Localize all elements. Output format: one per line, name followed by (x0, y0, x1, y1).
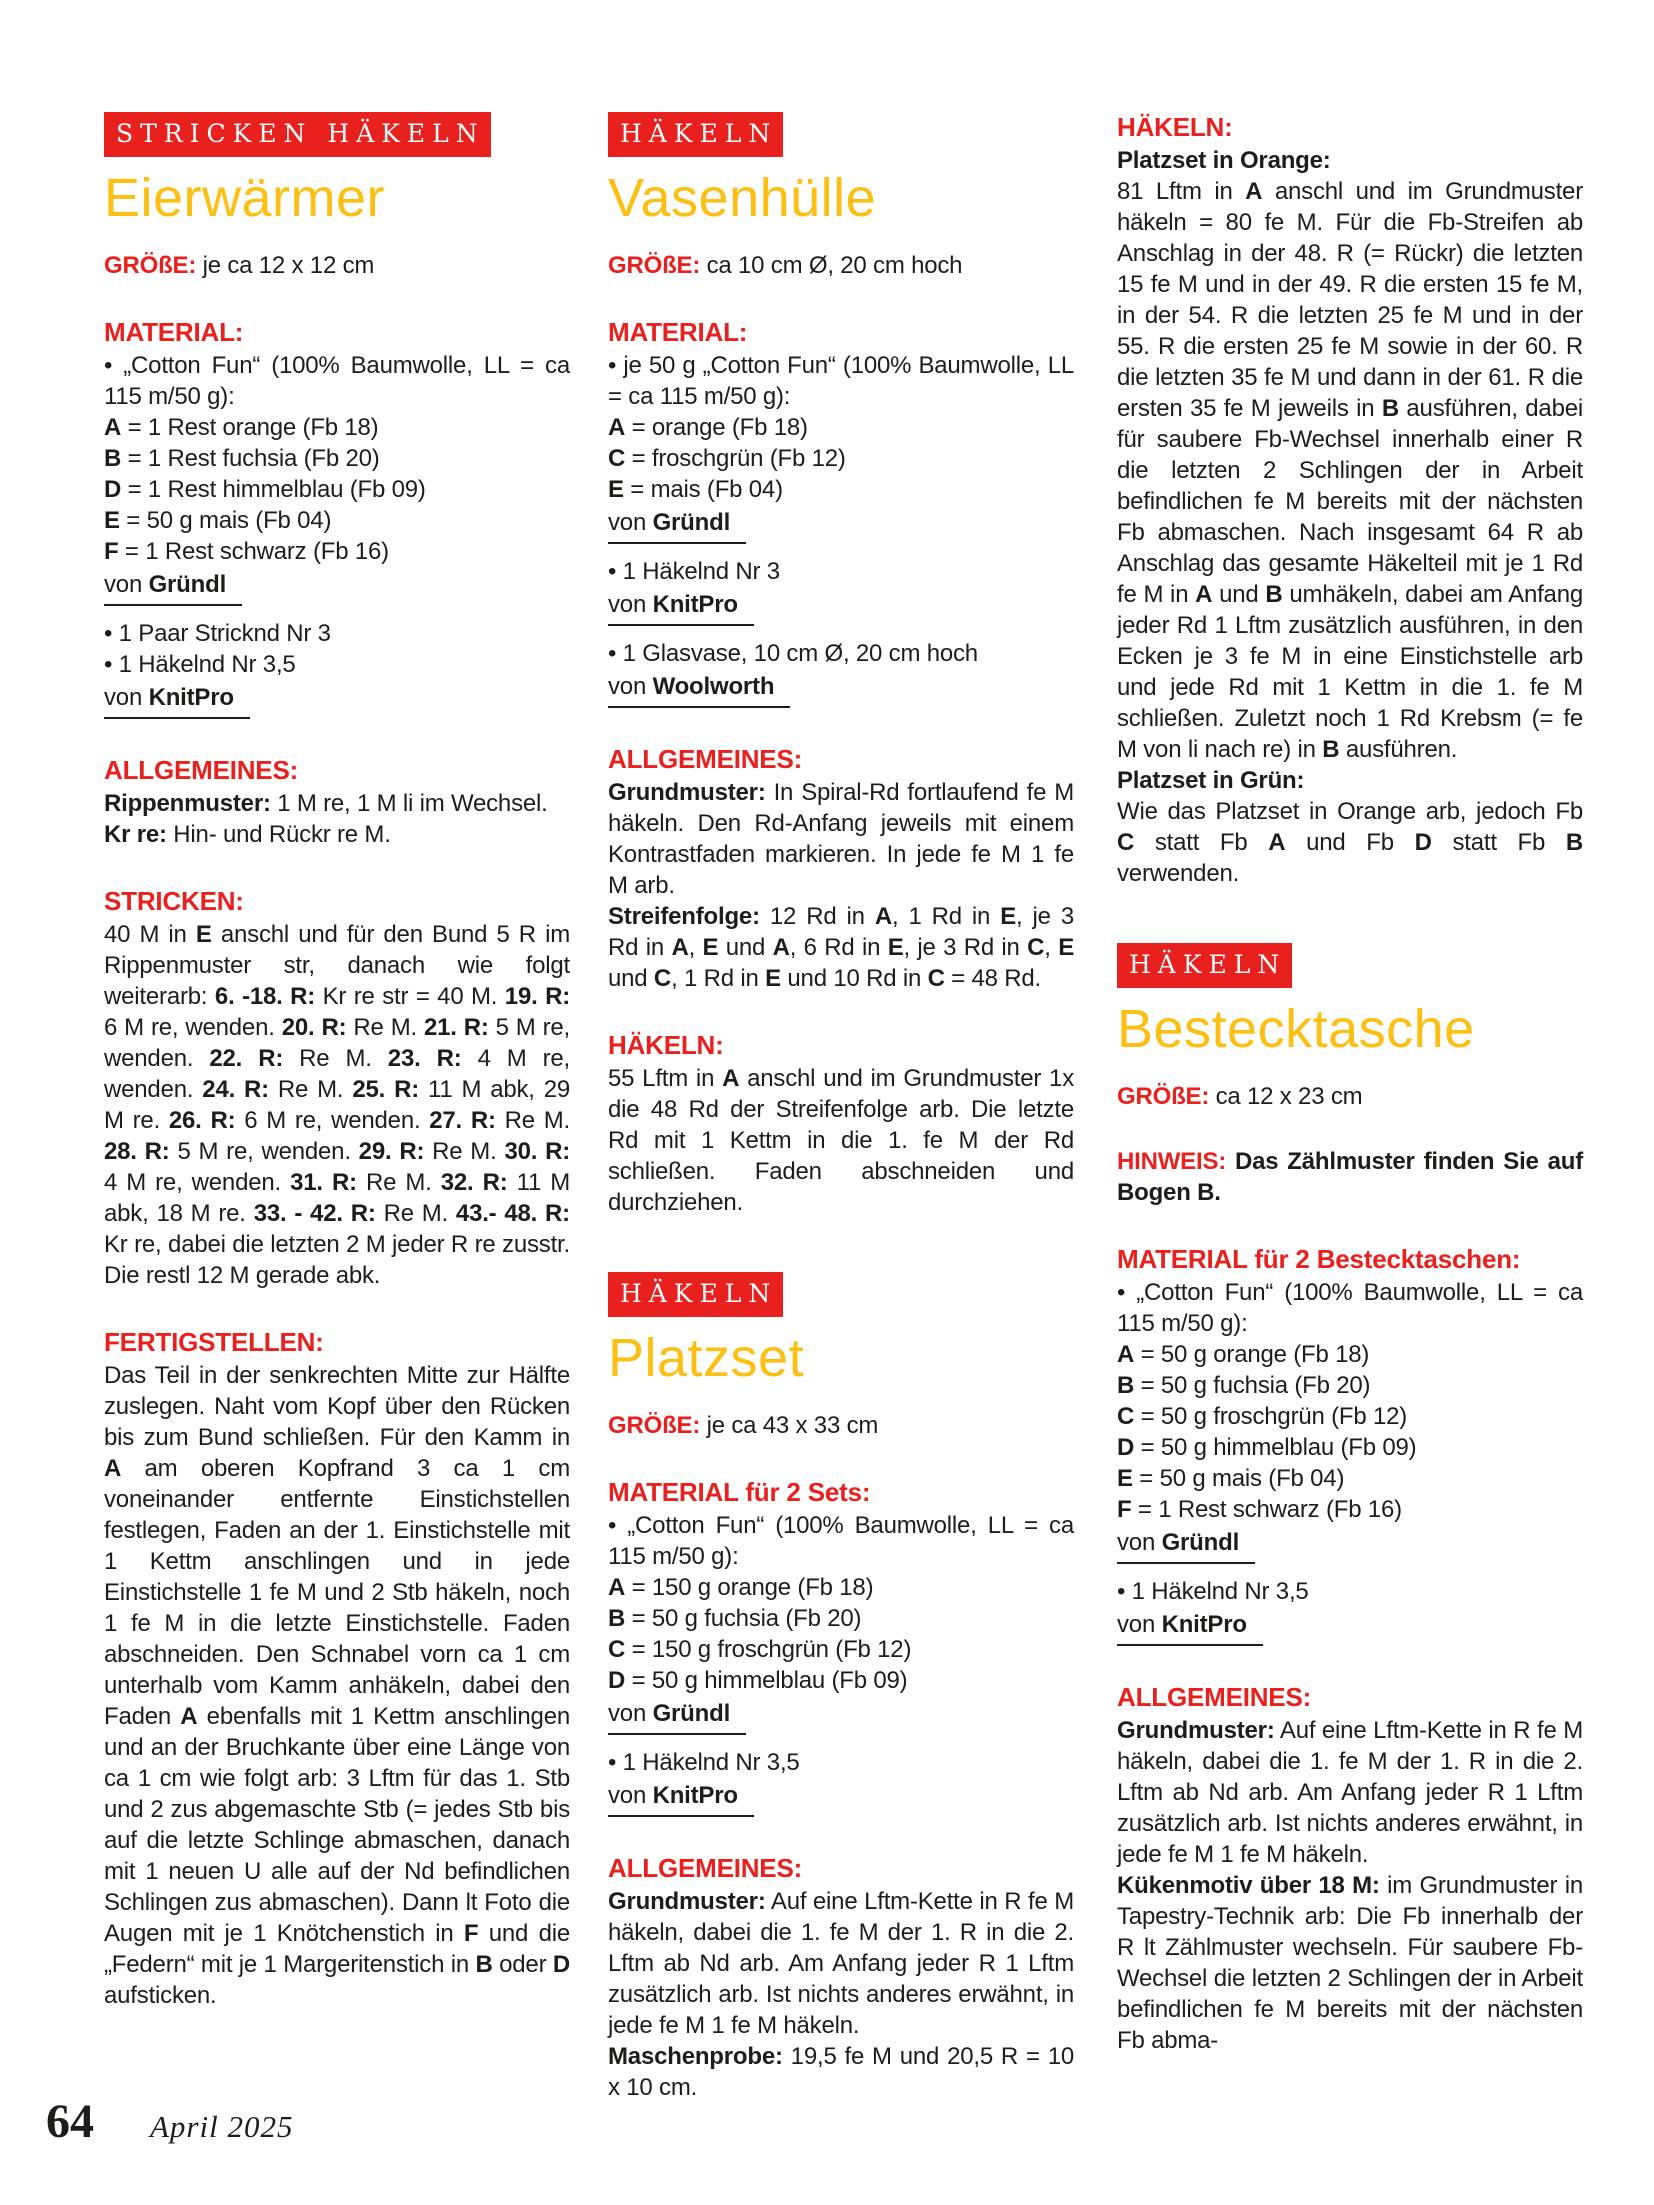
brand-line (1117, 1527, 1583, 1564)
section-badge: HÄKELN (608, 1272, 783, 1317)
bullet-item: • 1 Glasvase, 10 cm Ø, 20 cm hoch (608, 640, 978, 668)
body-paragraph: 40 M in E anschl und für den Bund 5 R im Rippenmuster str, danach wie folgt weiterarb: 6. -18. R: Kr re str = 40 M. 19. R: 6 M re, wenden. 20. R: Re M. 21. R: 5 M re, wenden. 22. R: Re M. 23. R: 4 M re, wenden. 24. R: Re M. 25. R: 11 M abk, 29 M re. 26. R: 6 M re, wenden. 27. R: Re M. 28. R: 5 M re, wenden. 29. R: Re M. 30. R: 4 M re, wenden. 31. R: Re M. 32. R: 11 M abk, 18 M re. 33. - 42. R: Re M. 43.- 48. R: Kr re, dabei die letzten 2 M jeder R re zusstr. Die restl 12 M gerade abk. (104, 921, 571, 1290)
body-paragraph: Grundmuster: Auf eine Lftm-Kette in R fe M häkeln, dabei die 1. fe M der 1. R in die 2. Lftm ab Nd arb. Am Anfang jeder R 1 Lftm zusätzlich arb. Ist nichts anderes erwähnt, in jede fe M 1 fe M häkeln. (608, 1888, 1074, 2040)
red-heading-material: MATERIAL: (104, 317, 244, 348)
size-line: GRÖßE: ca 10 cm Ø, 20 cm hoch (608, 252, 963, 280)
body-paragraph: Rippenmuster: 1 M re, 1 M li im Wechsel. (104, 790, 548, 818)
body-paragraph: Grundmuster: Auf eine Lftm-Kette in R fe M häkeln, dabei die 1. fe M der 1. R in die 2. Lftm ab Nd arb. Am Anfang jeder R 1 Lftm zusätzlich arb. Ist nichts anderes erwähnt, in jede fe M 1 fe M häkeln. (1117, 1717, 1583, 1869)
brand-line (104, 682, 570, 719)
body-paragraph: 81 Lftm in A anschl und im Grundmuster häkeln = 80 fe M. Für die Fb-Streifen ab Anschlag in der 48. R (= Rückr) die letzten 15 fe M und in der 49. R die ersten 15 fe M, in der 54. R die letzten 25 fe M und in der 55. R die ersten 25 fe M sowie in der 60. R die letzten 35 fe M und dann in der 61. R die ersten 35 fe M jeweils in B ausführen, dabei für saubere Fb-Wechsel innerhalb einer R die letzten 2 Schlingen der in Arbeit befindlichen fe M bereits mit der nächsten Fb abmaschen. Nach insgesamt 64 R ab Anschlag das gesamte Häkelteil mit je 1 Rd fe M in A und B umhäkeln, dabei am Anfang jeder Rd 1 Lftm zusätzlich ausführen, in den Ecken je 3 fe M in eine Einstichstelle arb und jede Rd mit 1 Kettm in die 1. fe M schließen. Zuletzt noch 1 Rd Krebsm (= fe M von li nach re) in B ausführen. (1117, 178, 1584, 763)
note-paragraph: HINWEIS: Das Zählmuster finden Sie auf Bogen B. (1117, 1148, 1583, 1207)
brand-line (608, 1698, 1074, 1735)
article-title: Eierwärmer (104, 168, 386, 228)
brand-name: von Woolworth (608, 671, 790, 708)
brand-line (104, 569, 570, 606)
brand-line (608, 671, 1074, 708)
material-item: C = 150 g froschgrün (Fb 12) (608, 1636, 912, 1664)
material-item: B = 50 g fuchsia (Fb 20) (608, 1605, 862, 1633)
material-item: A = 50 g orange (Fb 18) (1117, 1341, 1370, 1369)
page-number: 64 (46, 2095, 94, 2148)
page-footer (46, 2094, 293, 2149)
bullet-item: • „Cotton Fun“ (100% Baumwolle, LL = ca 115 m/50 g): (608, 1512, 1074, 1571)
body-paragraph: Kr re: Hin- und Rückr re M. (104, 821, 391, 849)
body-paragraph: Maschenprobe: 19,5 fe M und 20,5 R = 10 x 10 cm. (608, 2043, 1074, 2102)
body-paragraph: Wie das Platzset in Orange arb, jedoch Fb C statt Fb A und Fb D statt Fb B verwenden. (1117, 798, 1583, 887)
body-paragraph: Streifenfolge: 12 Rd in A, 1 Rd in E, je 3 Rd in A, E und A, 6 Rd in E, je 3 Rd in C, E und C, 1 Rd in E und 10 Rd in C = 48 Rd. (608, 903, 1074, 993)
body-paragraph: 55 Lftm in A anschl und im Grundmuster 1x die 48 Rd der Streifenfolge arb. Die letzte Rd mit 1 Kettm in die 1. fe M der Rd schließen. Faden abschneiden und durchziehen. (608, 1065, 1075, 1217)
body-paragraph: Kükenmotiv über 18 M: im Grundmuster in Tapestry-Technik arb: Die Fb innerhalb der R lt Zählmuster wechseln. Für saubere Fb-Wechsel die letzten 2 Schlingen der in Arbeit befindlichen fe M bereits mit der nächsten Fb abma- (1117, 1872, 1583, 2055)
red-heading-material: MATERIAL für 2 Sets: (608, 1477, 871, 1508)
material-item: F = 1 Rest schwarz (Fb 16) (1117, 1496, 1402, 1524)
section-badge: HÄKELN (608, 112, 783, 157)
red-heading-fertigstellen: FERTIGSTELLEN: (104, 1327, 324, 1358)
material-item: A = 150 g orange (Fb 18) (608, 1574, 874, 1602)
material-item: C = froschgrün (Fb 12) (608, 445, 846, 473)
brand-name: von Gründl (608, 507, 746, 544)
brand-name: von Gründl (104, 569, 242, 606)
issue-date: April 2025 (150, 2109, 294, 2144)
bullet-item: • 1 Häkelnd Nr 3,5 (608, 1749, 800, 1777)
bullet-item: • „Cotton Fun“ (100% Baumwolle, LL = ca 115 m/50 g): (1117, 1279, 1583, 1338)
subheading: Platzset in Grün: (1117, 767, 1305, 794)
bullet-item: • 1 Häkelnd Nr 3,5 (104, 651, 296, 679)
section-badge: STRICKEN HÄKELN (104, 112, 491, 157)
red-heading-material: MATERIAL für 2 Bestecktaschen: (1117, 1244, 1521, 1275)
brand-line (608, 589, 1074, 626)
bullet-item: • 1 Häkelnd Nr 3,5 (1117, 1578, 1309, 1606)
brand-name: von KnitPro (608, 1780, 754, 1817)
body-paragraph: Grundmuster: In Spiral-Rd fortlaufend fe M häkeln. Den Rd-Anfang jeweils mit einem Kontrastfaden markieren. In jede fe M 1 fe M arb. (608, 779, 1074, 900)
red-heading-allgemeines: ALLGEMEINES: (608, 1853, 803, 1884)
red-heading-allgemeines: ALLGEMEINES: (104, 755, 299, 786)
red-heading-haekeln: HÄKELN: (1117, 112, 1233, 142)
material-item: C = 50 g froschgrün (Fb 12) (1117, 1403, 1408, 1431)
material-item: D = 50 g himmelblau (Fb 09) (608, 1667, 908, 1695)
bullet-item: • 1 Paar Stricknd Nr 3 (104, 620, 331, 648)
brand-name: von KnitPro (1117, 1609, 1263, 1646)
bullet-item: • „Cotton Fun“ (100% Baumwolle, LL = ca 115 m/50 g): (104, 352, 570, 411)
subheading: Platzset in Orange: (1117, 147, 1331, 174)
material-item: D = 50 g himmelblau (Fb 09) (1117, 1434, 1417, 1462)
red-heading-material: MATERIAL: (608, 317, 748, 348)
red-heading-allgemeines: ALLGEMEINES: (608, 744, 803, 775)
size-line: GRÖßE: je ca 12 x 12 cm (104, 252, 375, 280)
red-heading-allgemeines: ALLGEMEINES: (1117, 1682, 1312, 1713)
material-item: D = 1 Rest himmelblau (Fb 09) (104, 476, 426, 504)
brand-line (1117, 1609, 1583, 1646)
red-heading-stricken: STRICKEN: (104, 886, 244, 917)
size-line: GRÖßE: je ca 43 x 33 cm (608, 1412, 879, 1440)
material-item: F = 1 Rest schwarz (Fb 16) (104, 538, 389, 566)
brand-name: von Gründl (1117, 1527, 1255, 1564)
article-title: Bestecktasche (1117, 999, 1475, 1059)
brand-name: von KnitPro (104, 682, 250, 719)
section-badge: HÄKELN (1117, 943, 1292, 988)
material-item: B = 1 Rest fuchsia (Fb 20) (104, 445, 380, 473)
brand-name: von KnitPro (608, 589, 754, 626)
material-item: B = 50 g fuchsia (Fb 20) (1117, 1372, 1371, 1400)
material-item: E = 50 g mais (Fb 04) (104, 507, 332, 535)
red-heading-haekeln: HÄKELN: (608, 1030, 724, 1061)
brand-name: von Gründl (608, 1698, 746, 1735)
material-item: A = orange (Fb 18) (608, 414, 808, 442)
bullet-item: • je 50 g „Cotton Fun“ (100% Baumwolle, LL = ca 115 m/50 g): (608, 352, 1074, 411)
material-item: A = 1 Rest orange (Fb 18) (104, 414, 379, 442)
brand-line (608, 1780, 1074, 1817)
brand-line (608, 507, 1074, 544)
article-title: Platzset (608, 1328, 805, 1389)
column-middle (608, 112, 1074, 2103)
size-line: GRÖßE: ca 12 x 23 cm (1117, 1083, 1363, 1111)
column-right (1117, 112, 1583, 2056)
body-paragraph: Das Teil in der senkrechten Mitte zur Hälfte zuslegen. Naht vom Kopf über den Rücken bis zum Bund schließen. Für den Kamm in A am oberen Kopfrand 3 ca 1 cm voneinander entfernte Einstichstellen festlegen, Faden an der 1. Einstichstelle mit 1 Kettm anschlingen und in jede Einstichstelle 1 fe M und 2 Stb häkeln, noch 1 fe M in die letzte Einstichstelle. Faden abschneiden. Den Schnabel vorn ca 1 cm unterhalb vom Kamm anhäkeln, dabei den Faden A ebenfalls mit 1 Kettm anschlingen und an der Bruchkante über eine Länge von ca 1 cm wie folgt arb: 3 Lftm für das 1. Stb und 2 zus abgemaschte Stb (= jedes Stb bis auf die letzte Schlinge abmaschen, danach mit 1 neuen U alle auf der Nd befindlichen Schlingen zus abmaschen). Dann lt Foto die Augen mit je 1 Knötchenstich in F und die „Federn“ mit je 1 Margeritenstich in B oder D aufsticken. (104, 1362, 571, 2010)
column-left (104, 112, 570, 2011)
bullet-item: • 1 Häkelnd Nr 3 (608, 558, 780, 586)
article-title: Vasenhülle (608, 168, 877, 228)
material-item: E = 50 g mais (Fb 04) (1117, 1465, 1345, 1493)
material-item: E = mais (Fb 04) (608, 476, 783, 504)
